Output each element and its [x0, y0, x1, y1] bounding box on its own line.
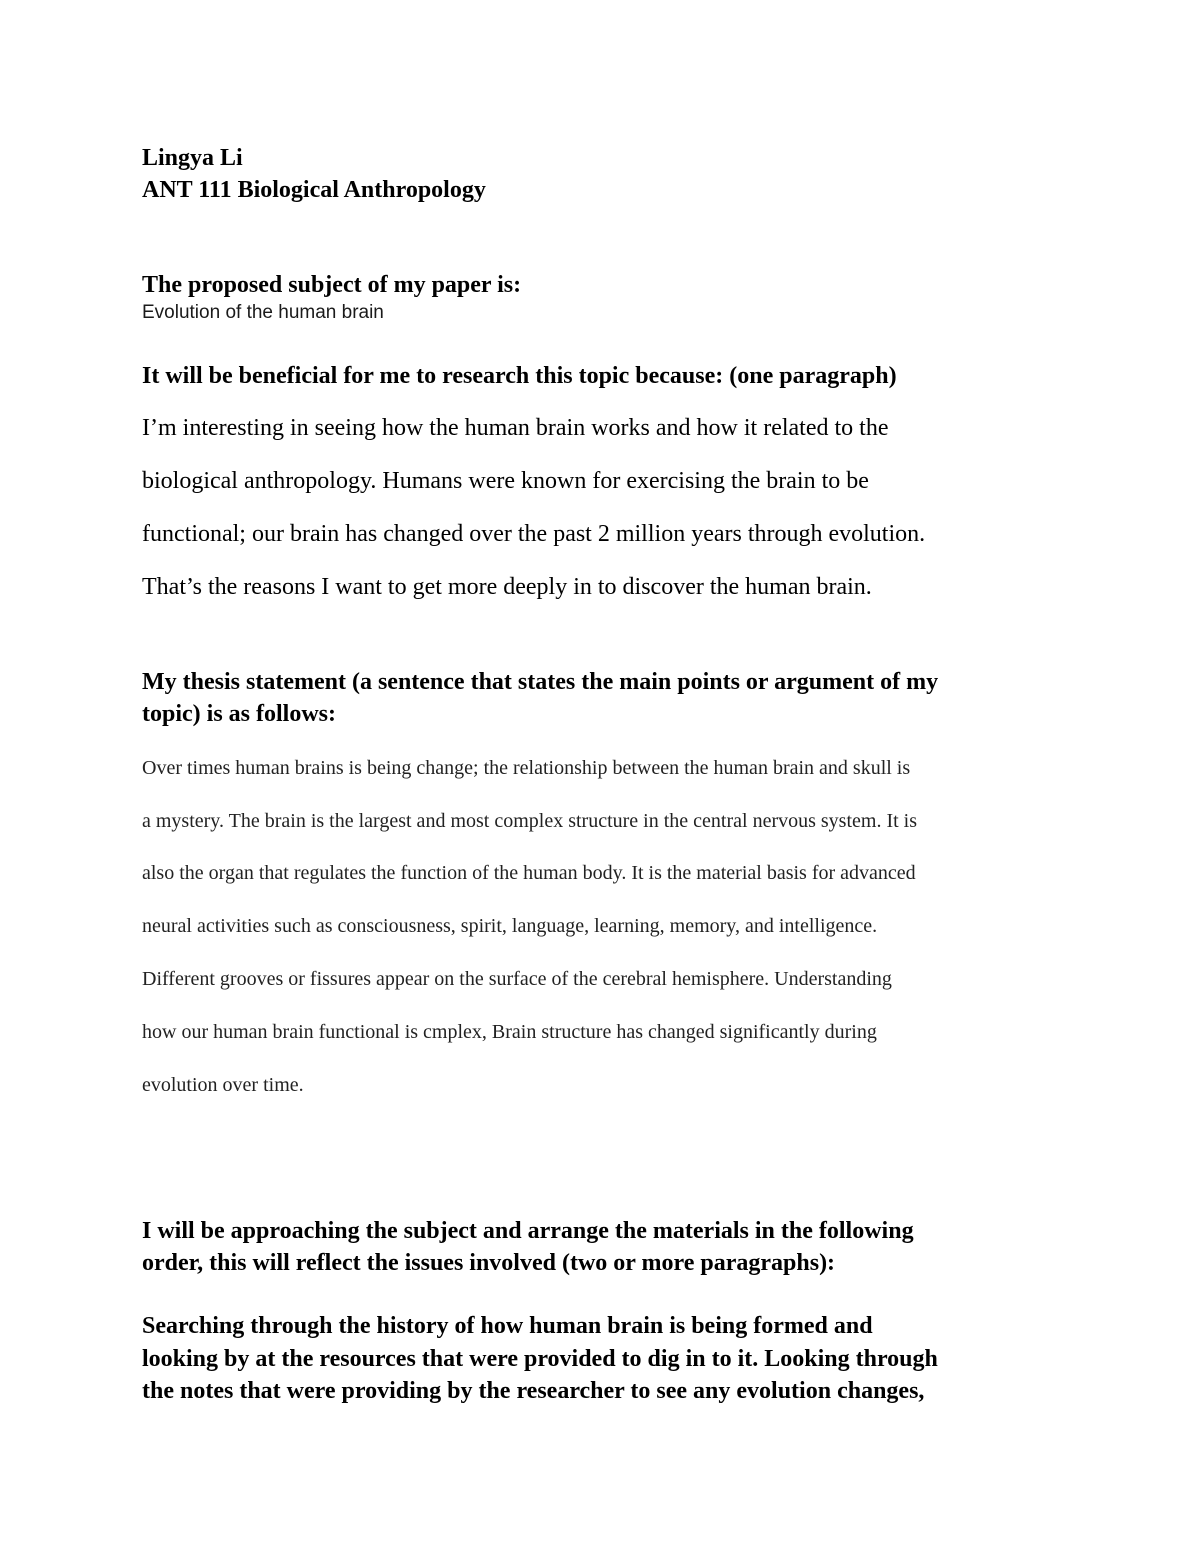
- thesis-line: how our human brain functional is cmplex, Brain structure has changed significantly during: [142, 1021, 877, 1043]
- subject-answer: Evolution of the human brain: [142, 302, 384, 323]
- subject-heading: The proposed subject of my paper is:: [142, 272, 522, 298]
- benefit-heading: It will be beneficial for me to research this topic because: (one paragraph): [142, 363, 897, 389]
- thesis-heading: My thesis statement (a sentence that states the main points or argument of my: [142, 669, 939, 695]
- thesis-line: Over times human brains is being change; the relationship between the human brain and skull is: [142, 757, 911, 779]
- thesis-line: neural activities such as consciousness, spirit, language, learning, memory, and intelligence.: [142, 915, 878, 937]
- benefit-line: That’s the reasons I want to get more deeply in to discover the human brain.: [142, 574, 872, 600]
- approach-line: the notes that were providing by the researcher to see any evolution changes,: [142, 1378, 925, 1404]
- course-title: ANT 111 Biological Anthropology: [142, 177, 486, 203]
- thesis-heading: topic) is as follows:: [142, 701, 336, 727]
- benefit-line: I’m interesting in seeing how the human brain works and how it related to the: [142, 415, 889, 441]
- approach-heading: I will be approaching the subject and arrange the materials in the following: [142, 1218, 914, 1244]
- approach-line: looking by at the resources that were provided to dig in to it. Looking through: [142, 1346, 938, 1372]
- benefit-line: biological anthropology. Humans were known for exercising the brain to be: [142, 468, 869, 494]
- thesis-line: Different grooves or fissures appear on the surface of the cerebral hemisphere. Understanding: [142, 968, 892, 990]
- thesis-line: also the organ that regulates the function of the human body. It is the material basis for advanced: [142, 862, 916, 884]
- approach-line: Searching through the history of how human brain is being formed and: [142, 1313, 873, 1339]
- approach-heading: order, this will reflect the issues involved (two or more paragraphs):: [142, 1250, 836, 1276]
- benefit-line: functional; our brain has changed over the past 2 million years through evolution.: [142, 521, 926, 547]
- thesis-line: a mystery. The brain is the largest and most complex structure in the central nervous system. It is: [142, 810, 917, 832]
- thesis-line: evolution over time.: [142, 1074, 304, 1096]
- author-name: Lingya Li: [142, 145, 243, 171]
